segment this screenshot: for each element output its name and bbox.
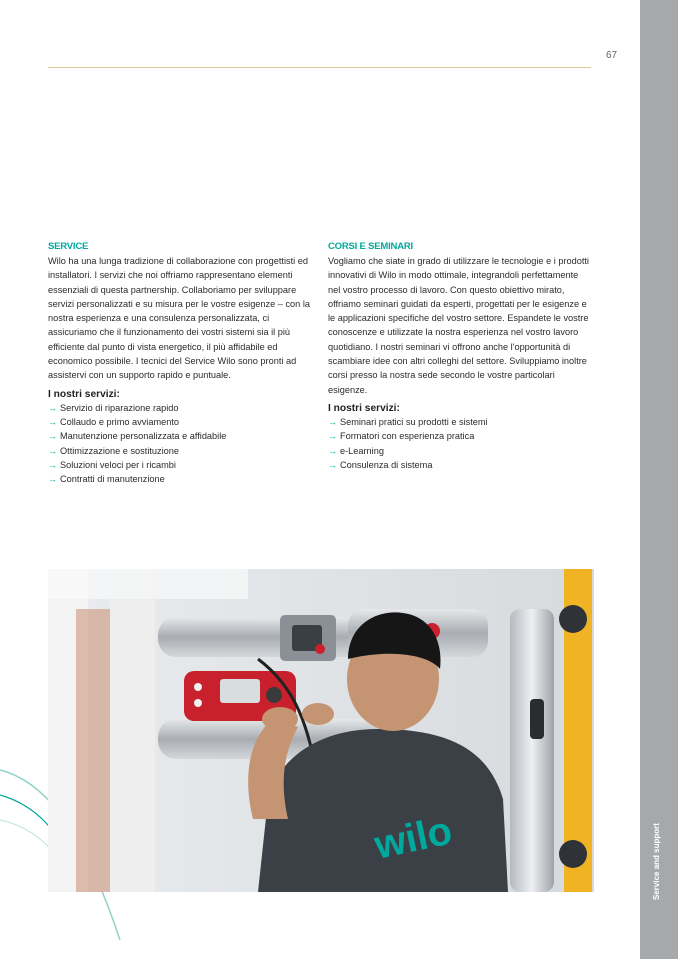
top-rule xyxy=(48,67,591,68)
courses-subheading: I nostri servizi: xyxy=(328,402,400,414)
service-section xyxy=(48,241,313,486)
courses-section xyxy=(328,241,593,472)
list-item-label: Consulenza di sistema xyxy=(340,459,433,470)
list-item xyxy=(328,429,593,443)
list-item-label: Manutenzione personalizzata e affidabile xyxy=(60,431,227,442)
list-item xyxy=(48,458,313,472)
arrow-right-icon: → xyxy=(328,459,337,470)
service-subheading: I nostri servizi: xyxy=(48,388,120,400)
list-item-label: Collaudo e primo avviamento xyxy=(60,416,179,427)
list-item-label: Seminari pratici su prodotti e sistemi xyxy=(340,416,488,427)
arrow-right-icon: → xyxy=(328,416,337,427)
list-item xyxy=(48,401,313,415)
list-item xyxy=(48,472,313,486)
service-paragraph: Wilo ha una lunga tradizione di collaborazione con progettisti ed installatori. I servizi che noi offriamo rappresentano elementi essenziali di questa partnership. Collaboriamo per sviluppare servizi personalizzati e su misura per le vostre esigenze – con la nostra esperienza e una consulenza personalizzata, ci assicuriamo che il funzionamento dei vostri sistemi sia il più efficiente dal punto di vista energetico, il più affidabile ed economico possibile. I tecnici del Service Wilo sono pronti ad assistervi con un supporto rapido e puntuale. xyxy=(48,256,310,381)
shirt-logo: wilo xyxy=(370,808,456,868)
list-item-label: Contratti di manutenzione xyxy=(60,474,165,485)
arrow-right-icon: → xyxy=(48,445,57,456)
list-item-label: Ottimizzazione e sostituzione xyxy=(60,445,179,456)
arrow-right-icon: → xyxy=(328,431,337,442)
list-item xyxy=(48,415,313,429)
list-item xyxy=(328,458,593,472)
list-item xyxy=(328,444,593,458)
side-bar xyxy=(640,0,678,959)
arrow-right-icon: → xyxy=(48,459,57,470)
arrow-right-icon: → xyxy=(48,474,57,485)
technician-photo xyxy=(48,569,594,892)
list-item-label: Soluzioni veloci per i ricambi xyxy=(60,459,176,470)
courses-list xyxy=(328,415,593,472)
list-item-label: Formatori con esperienza pratica xyxy=(340,431,475,442)
arrow-right-icon: → xyxy=(48,416,57,427)
list-item-label: e-Learning xyxy=(340,445,384,456)
side-label: Service and support xyxy=(652,823,661,900)
arrow-right-icon: → xyxy=(48,402,57,413)
arrow-right-icon: → xyxy=(48,431,57,442)
arrow-right-icon: → xyxy=(328,445,337,456)
courses-paragraph: Vogliamo che siate in grado di utilizzare le tecnologie e i prodotti innovativi di Wilo in modo ottimale, integrandoli perfettamente nel vostro processo di lavoro. Con questo obiettivo mirato, offriamo seminari guidati da esperti, progettati per le esigenze e le applicazioni specifiche del vostro settore. Espandete le vostre conoscenze e utilizzate la nostra esperienza nel vostro lavoro quotidiano. I nostri seminari vi offrono anche l'opportunità di scambiare idee con altri colleghi del settore. Sviluppiamo inoltre corsi presso la nostra sede secondo le vostre particolari esigenze. xyxy=(328,256,589,395)
page-number: 67 xyxy=(606,50,618,61)
list-item-label: Servizio di riparazione rapido xyxy=(60,402,179,413)
photo-illustration xyxy=(48,569,594,892)
courses-heading: CORSI E SEMINARI xyxy=(328,241,413,252)
service-list xyxy=(48,401,313,487)
service-heading: SERVICE xyxy=(48,241,89,252)
list-item xyxy=(48,429,313,443)
list-item xyxy=(328,415,593,429)
list-item xyxy=(48,444,313,458)
